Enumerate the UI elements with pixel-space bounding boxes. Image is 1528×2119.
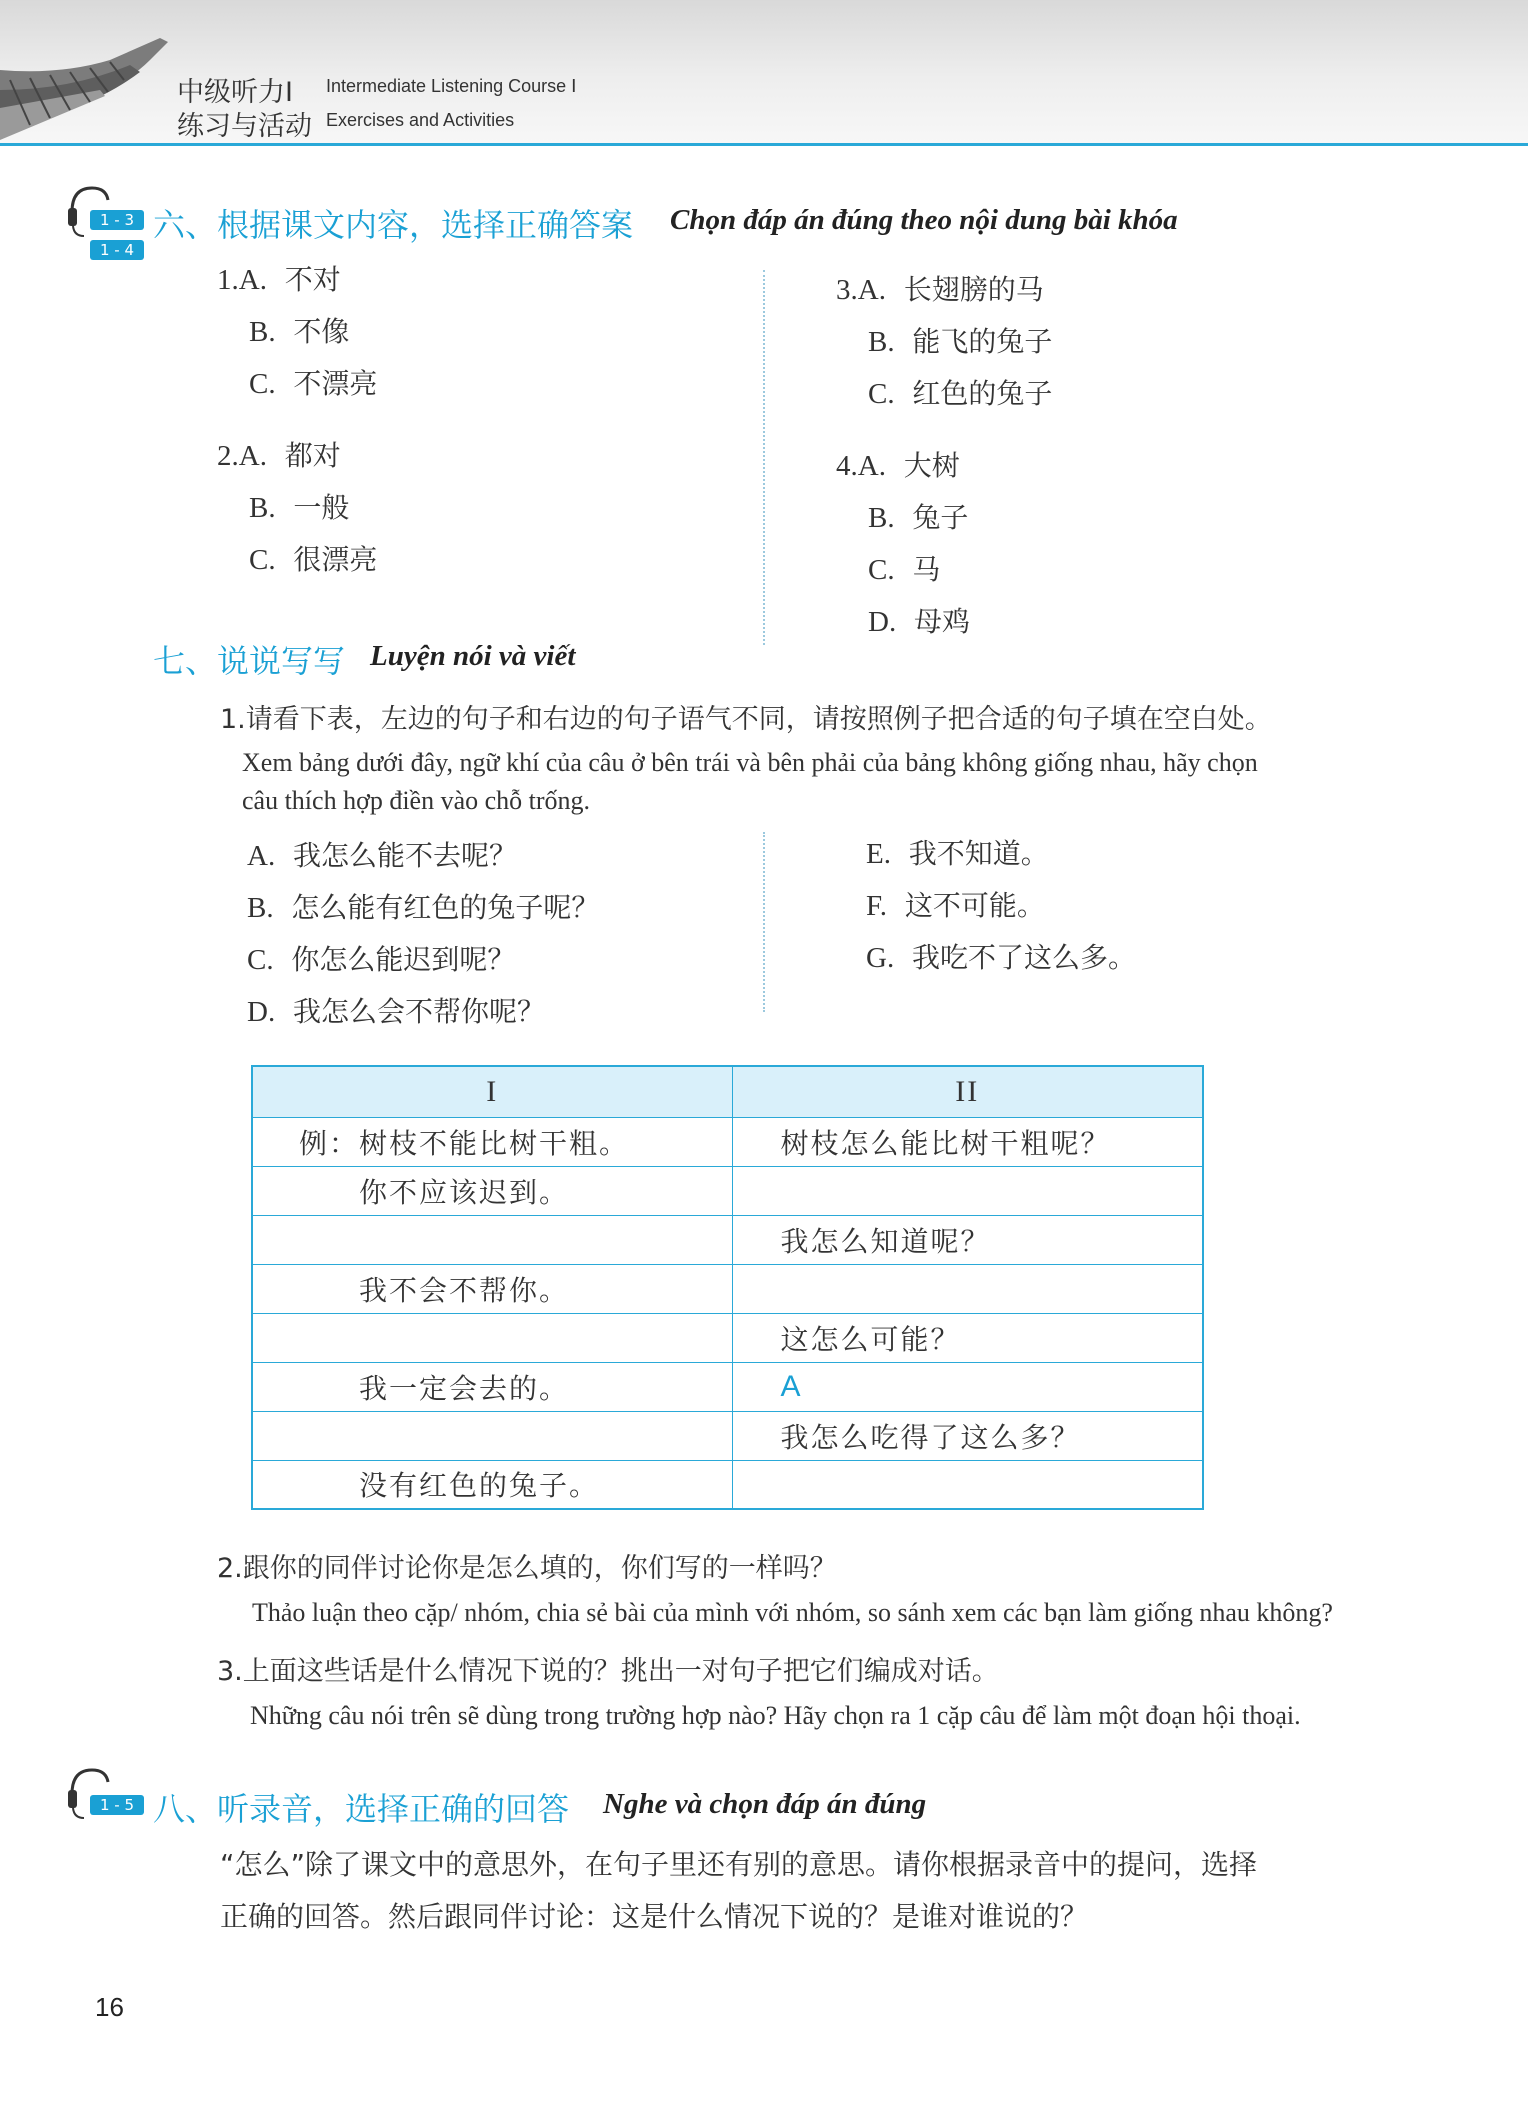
section7-item2-vi: Thảo luận theo cặp/ nhóm, chia sẻ bài của mình với nhóm, so sánh xem các bạn làm giống nhau không? xyxy=(252,1598,1333,1627)
q3-number: 3. xyxy=(836,274,858,306)
choice-b: B. 怎么能有红色的兔子呢？ xyxy=(247,891,600,924)
section7-title: 七、说说写写 xyxy=(153,642,346,680)
track-badge-1-5: 1 - 5 xyxy=(90,1795,144,1815)
q2-option-b: B. 一般 xyxy=(249,491,350,524)
table-cell-right: 我怎么知道呢？ xyxy=(732,1215,1203,1264)
table-cell-right: 树枝怎么能比树干粗呢？ xyxy=(732,1117,1203,1166)
table-header-col1: I xyxy=(252,1066,732,1117)
header-title-cn: 中级听力Ⅰ xyxy=(177,77,293,108)
q2-option-a: 2.A. 都对 xyxy=(217,439,341,472)
section8-viet-title: Nghe và chọn đáp án đúng xyxy=(603,1788,927,1820)
q4-number: 4. xyxy=(836,450,858,482)
column-divider xyxy=(763,270,765,645)
track-badge-1-4: 1 - 4 xyxy=(90,240,144,260)
choice-a: A. 我怎么能不去呢？ xyxy=(247,839,518,872)
table-cell-right-blank[interactable] xyxy=(732,1166,1203,1215)
section6-viet-title: Chọn đáp án đúng theo nội dung bài khóa xyxy=(670,204,1178,236)
q3-option-b: B. 能飞的兔子 xyxy=(868,325,1053,358)
table-cell-right: 这怎么可能？ xyxy=(732,1313,1203,1362)
table-cell-left: 我不会不帮你。 xyxy=(252,1264,732,1313)
q3-option-c: C. 红色的兔子 xyxy=(868,377,1053,410)
section7-item2-cn: 2.跟你的同伴讨论你是怎么填的，你们写的一样吗？ xyxy=(217,1553,837,1584)
q1-option-b: B. 不像 xyxy=(249,315,350,348)
q4-option-a: 4.A. 大树 xyxy=(836,449,960,482)
table-cell-left-blank[interactable] xyxy=(252,1313,732,1362)
section7-item3-cn: 3.上面这些话是什么情况下说的？挑出一对句子把它们编成对话。 xyxy=(217,1656,999,1687)
table-row xyxy=(252,1264,1203,1313)
section7-item1-vi-line1: Xem bảng dưới đây, ngữ khí của câu ở bên trái và bên phải của bảng không giống nhau, hãy chọn xyxy=(242,748,1258,777)
q4-option-d: D. 母鸡 xyxy=(868,605,971,638)
q3-option-a: 3.A. 长翅膀的马 xyxy=(836,273,1044,306)
q4-option-b: B. 兔子 xyxy=(868,501,969,534)
section6-title: 六、根据课文内容，选择正确答案 xyxy=(153,206,634,244)
choice-g: G. 我吃不了这么多。 xyxy=(866,941,1137,974)
header-subtitle-cn: 练习与活动 xyxy=(177,111,312,142)
table-cell-left-blank[interactable] xyxy=(252,1215,732,1264)
section7-viet-title: Luyện nói và viết xyxy=(370,640,576,672)
table-cell-right-blank[interactable] xyxy=(732,1460,1203,1509)
table-cell-left: 我一定会去的。 xyxy=(252,1362,732,1411)
choice-f: F. 这不可能。 xyxy=(866,889,1045,922)
section8-para-line2: 正确的回答。然后跟同伴讨论：这是什么情况下说的？是谁对谁说的？ xyxy=(220,1900,1089,1933)
table-row xyxy=(252,1460,1203,1509)
table-cell-left-blank[interactable] xyxy=(252,1411,732,1460)
table-header-row xyxy=(252,1066,1203,1117)
table-row xyxy=(252,1166,1203,1215)
q4-option-c: C. 马 xyxy=(868,553,941,586)
section7-item1-cn: 1.请看下表，左边的句子和右边的句子语气不同，请按照例子把合适的句子填在空白处。 xyxy=(220,704,1272,735)
q2-option-c: C. 很漂亮 xyxy=(249,543,378,576)
table-header-col2: II xyxy=(732,1066,1203,1117)
header-divider xyxy=(0,143,1528,146)
header-subtitle-en: Exercises and Activities xyxy=(326,110,515,130)
section7-item3-vi: Những câu nói trên sẽ dùng trong trường hợp nào? Hãy chọn ra 1 cặp câu để làm một đoạn hội thoại. xyxy=(250,1701,1301,1730)
table-cell-right-blank[interactable] xyxy=(732,1264,1203,1313)
page-header xyxy=(0,0,1528,143)
table-cell-right: 我怎么吃得了这么多？ xyxy=(732,1411,1203,1460)
table-cell-left: 例：树枝不能比树干粗。 xyxy=(252,1117,732,1166)
choice-d: D. 我怎么会不帮你呢？ xyxy=(247,995,546,1028)
section7-item1-vi-line2: câu thích hợp điền vào chỗ trống. xyxy=(242,786,591,815)
choices-divider xyxy=(763,832,765,1012)
tone-table xyxy=(251,1065,1204,1510)
q1-number: 1. xyxy=(217,264,239,296)
choice-c: C. 你怎么能迟到呢？ xyxy=(247,943,516,976)
table-cell-left: 没有红色的兔子。 xyxy=(252,1460,732,1509)
q2-number: 2. xyxy=(217,440,239,472)
page-number: 16 xyxy=(95,1992,124,2022)
roof-eave-icon xyxy=(0,30,180,140)
section8-title: 八、听录音，选择正确的回答 xyxy=(153,1790,570,1828)
table-row xyxy=(252,1411,1203,1460)
q1-option-a: 1.A. 不对 xyxy=(217,263,341,296)
header-title-en: Intermediate Listening Course Ⅰ xyxy=(326,76,577,96)
choice-e: E. 我不知道。 xyxy=(866,837,1049,870)
table-cell-right-answer: A xyxy=(732,1362,1203,1411)
q1-option-c: C. 不漂亮 xyxy=(249,367,378,400)
table-row xyxy=(252,1117,1203,1166)
table-row xyxy=(252,1313,1203,1362)
table-row xyxy=(252,1215,1203,1264)
section8-para-line1: “怎么”除了课文中的意思外，在句子里还有别的意思。请你根据录音中的提问，选择 xyxy=(220,1848,1258,1881)
table-cell-left: 你不应该迟到。 xyxy=(252,1166,732,1215)
track-badge-1-3: 1 - 3 xyxy=(90,210,144,230)
table-row xyxy=(252,1362,1203,1411)
